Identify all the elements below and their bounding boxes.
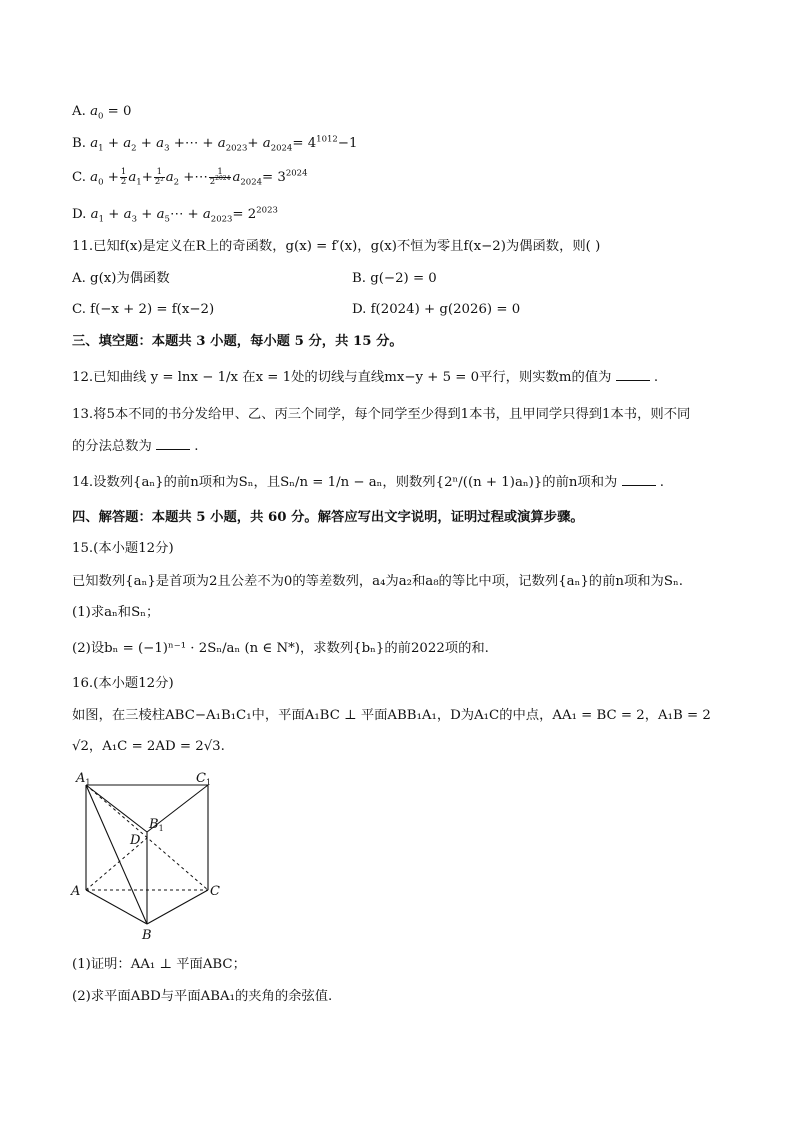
- q11-stem-text: 11.已知f(x)是定义在R上的奇函数，g(x) = f′(x)，g(x)不恒为零且f(x−2)为偶函数，则( ): [72, 239, 601, 254]
- q15-header: 15.(本小题12分): [72, 541, 174, 556]
- q13-suffix: .: [194, 439, 199, 454]
- q12-prefix: 12.已知曲线: [72, 370, 147, 385]
- label-b1: $B_1$: [149, 817, 164, 833]
- q12: [72, 368, 658, 387]
- label-b: B: [142, 928, 152, 943]
- q10-option-b: [72, 135, 357, 153]
- q11-option-d: D. f(2024) + g(2026) = 0: [352, 302, 521, 317]
- q14: [72, 473, 664, 492]
- label-a1: $A_1$: [76, 771, 91, 787]
- label-d: D: [130, 833, 141, 848]
- q10-option-b-math: $a_1 + a_2 + a_3$ +⋯ + $a_{2023}+ a_{2024}= 4^{1012}-1$: [90, 134, 358, 154]
- label-c: C: [210, 884, 220, 899]
- label-c1: $C_1$: [196, 771, 212, 787]
- q10-option-d-math: $a_1 + a_3$ + $a_5\cdots + a_{2023}= 2^{2023}$: [90, 205, 278, 225]
- q10-option-b-label: B.: [72, 136, 86, 151]
- q15-stem: 已知数列{aₙ}是首项为2且公差不为0的等差数列，a₄为a₂和a₈的等比中项，记数列{aₙ}的前n项和为Sₙ.: [72, 574, 683, 589]
- q12-answer-blank: [616, 368, 650, 381]
- q15-part1: (1)求aₙ和Sₙ；: [72, 605, 160, 620]
- q13-line2: [72, 437, 198, 456]
- q12-suffix: .: [653, 370, 659, 385]
- q13-line1: 13.将5本不同的书分发给甲、乙、丙三个同学，每个同学至少得到1本书，且甲同学只得到1本书，则不同: [72, 407, 691, 422]
- q14-text: 14.设数列{aₙ}的前n项和为Sₙ，且Sₙ/n = 1/n − aₙ，则数列{2ⁿ/((n + 1)aₙ)}的前n项和为: [72, 475, 618, 490]
- q12-math: y = lnx − 1/x: [150, 370, 239, 385]
- q10-option-a: [72, 103, 132, 121]
- section-3-header: 三、填空题：本题共 3 小题，每小题 5 分，共 15 分。: [72, 334, 403, 349]
- q14-suffix: .: [659, 475, 665, 490]
- q16-stem-line1: 如图，在三棱柱ABC−A₁B₁C₁中，平面A₁BC ⊥ 平面ABB₁A₁，D为A₁C的中点，AA₁ = BC = 2，A₁B = 2: [72, 708, 711, 723]
- edge-a1-b: [86, 785, 147, 924]
- q10-option-d-label: D.: [72, 207, 87, 222]
- section-4-header: 四、解答题：本题共 5 小题，共 60 分。解答应写出文字说明，证明过程或演算步骤。: [72, 510, 584, 525]
- q10-option-a-math: $a_0 = 0$: [90, 104, 132, 122]
- q15-part2: (2)设bₙ = (−1)ⁿ⁻¹ · 2Sₙ/aₙ (n ∈ N*)，求数列{bₙ}的前2022项的和.: [72, 641, 489, 656]
- q16-part1: (1)证明：AA₁ ⊥ 平面ABC；: [72, 957, 246, 972]
- edge-b-c: [147, 890, 208, 924]
- q10-option-d: [72, 206, 278, 224]
- q11-option-c: C. f(−x + 2) = f(x−2): [72, 302, 215, 317]
- label-a: A: [71, 884, 81, 899]
- edge-a-b: [86, 890, 147, 924]
- q10-option-c: [72, 168, 307, 187]
- q16-header: 16.(本小题12分): [72, 676, 174, 691]
- q10-option-a-label: A.: [72, 104, 86, 119]
- q12-middle: 在x = 1处的切线与直线mx−y + 5 = 0平行，则实数m的值为: [242, 370, 612, 385]
- q13-line2-text: 的分法总数为: [72, 439, 152, 454]
- q14-answer-blank: [622, 473, 656, 486]
- q11-option-a: A. g(x)为偶函数: [72, 271, 170, 286]
- q10-option-c-math: $a_0$ + $\frac{1}{2}$ $a_1+$ $\frac{1}{\text{2²}}$ $a_2$ +⋯ $\frac{1}{2^{2024}}$ $a_{2024}= 3^{2024}$: [90, 167, 308, 188]
- q16-stem-line2: √2，A₁C = 2AD = 2√3.: [72, 739, 225, 754]
- q11-option-b: B. g(−2) = 0: [352, 271, 437, 286]
- q10-option-c-label: C.: [72, 170, 86, 185]
- prism-figure: [62, 764, 232, 944]
- q16-part2: (2)求平面ABD与平面ABA₁的夹角的余弦值.: [72, 989, 333, 1004]
- edge-a1-b1: [86, 785, 147, 832]
- q11-stem: [72, 238, 600, 256]
- q13-answer-blank: [156, 437, 190, 450]
